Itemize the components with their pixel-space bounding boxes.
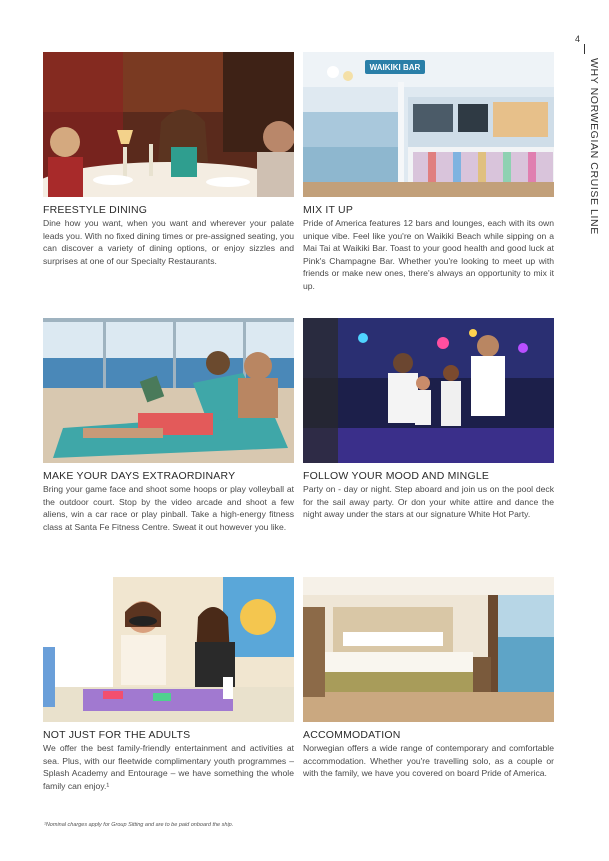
dining-photo xyxy=(43,52,294,197)
section-body: We offer the best family-friendly entertainment and activities at sea. Plus, with our fleetwide complimentary youth programmes – Splash Academy and Entourage – we have something the whole family can enjoy.¹ xyxy=(43,743,294,791)
bar-photo xyxy=(303,52,554,197)
section-accommodation xyxy=(303,577,554,780)
section-body: Party on - day or night. Step aboard and join us on the pool deck for the sail away party. Or don your white attire and dance the night away under the stars at our signature White Hot Party. xyxy=(303,484,554,520)
section-heading: FREESTYLE DINING xyxy=(43,204,148,216)
section-freestyle-dining xyxy=(43,52,294,267)
section-heading: ACCOMMODATION xyxy=(303,729,401,741)
side-divider xyxy=(584,44,585,54)
waikiki-bar-sign: WAIKIKI BAR xyxy=(369,63,421,72)
footnote: ¹Nominal charges apply for Group Sitting and are to be paid onboard the ship. xyxy=(44,822,234,828)
deck-photo xyxy=(43,318,294,463)
section-body: Bring your game face and shoot some hoops or play volleyball at the outdoor court. Stop by the video arcade and shoot a few aliens, win a car race or play pinball. Take a high-energy fitness class at Santa Fe Fitness Centre. Sweat it out however you like. xyxy=(43,484,294,532)
section-body: Norwegian offers a wide range of contemporary and comfortable accommodation. Whether you're travelling solo, as a couple or with the family, we have you covered on board Pride of America. xyxy=(303,743,554,779)
kids-photo xyxy=(43,577,294,722)
section-body: Dine how you want, when you want and wherever your palate leads you. With no fixed dining times or pre-assigned seating, you can discover a variety of dining options, or enjoy sizzles and surprises at one of our Specialty Restaurants. xyxy=(43,218,294,266)
section-mix-it-up xyxy=(303,52,554,293)
section-body: Pride of America features 12 bars and lounges, each with its own unique vibe. Feel like you're on Waikiki Beach while sipping on a Mai Tai at Waikiki Bar. Toast to your good health and good luck at Pink's Champagne Bar. Whether you're looking to meet up with friends or make new ones, there's always an opportunity to mix it up. xyxy=(303,218,554,291)
page-number: 4 xyxy=(575,34,581,44)
party-photo xyxy=(303,318,554,463)
section-heading: NOT JUST FOR THE ADULTS xyxy=(43,729,191,741)
section-follow-your-mood xyxy=(303,318,554,521)
section-heading: MIX IT UP xyxy=(303,204,354,216)
section-make-your-days-extraordinary xyxy=(43,318,294,533)
section-heading: FOLLOW YOUR MOOD AND MINGLE xyxy=(303,470,490,482)
section-not-just-for-adults xyxy=(43,577,294,792)
stateroom-photo xyxy=(303,577,554,722)
section-heading: MAKE YOUR DAYS EXTRAORDINARY xyxy=(43,470,236,482)
side-title: WHY NORWEGIAN CRUISE LINE xyxy=(588,58,600,235)
